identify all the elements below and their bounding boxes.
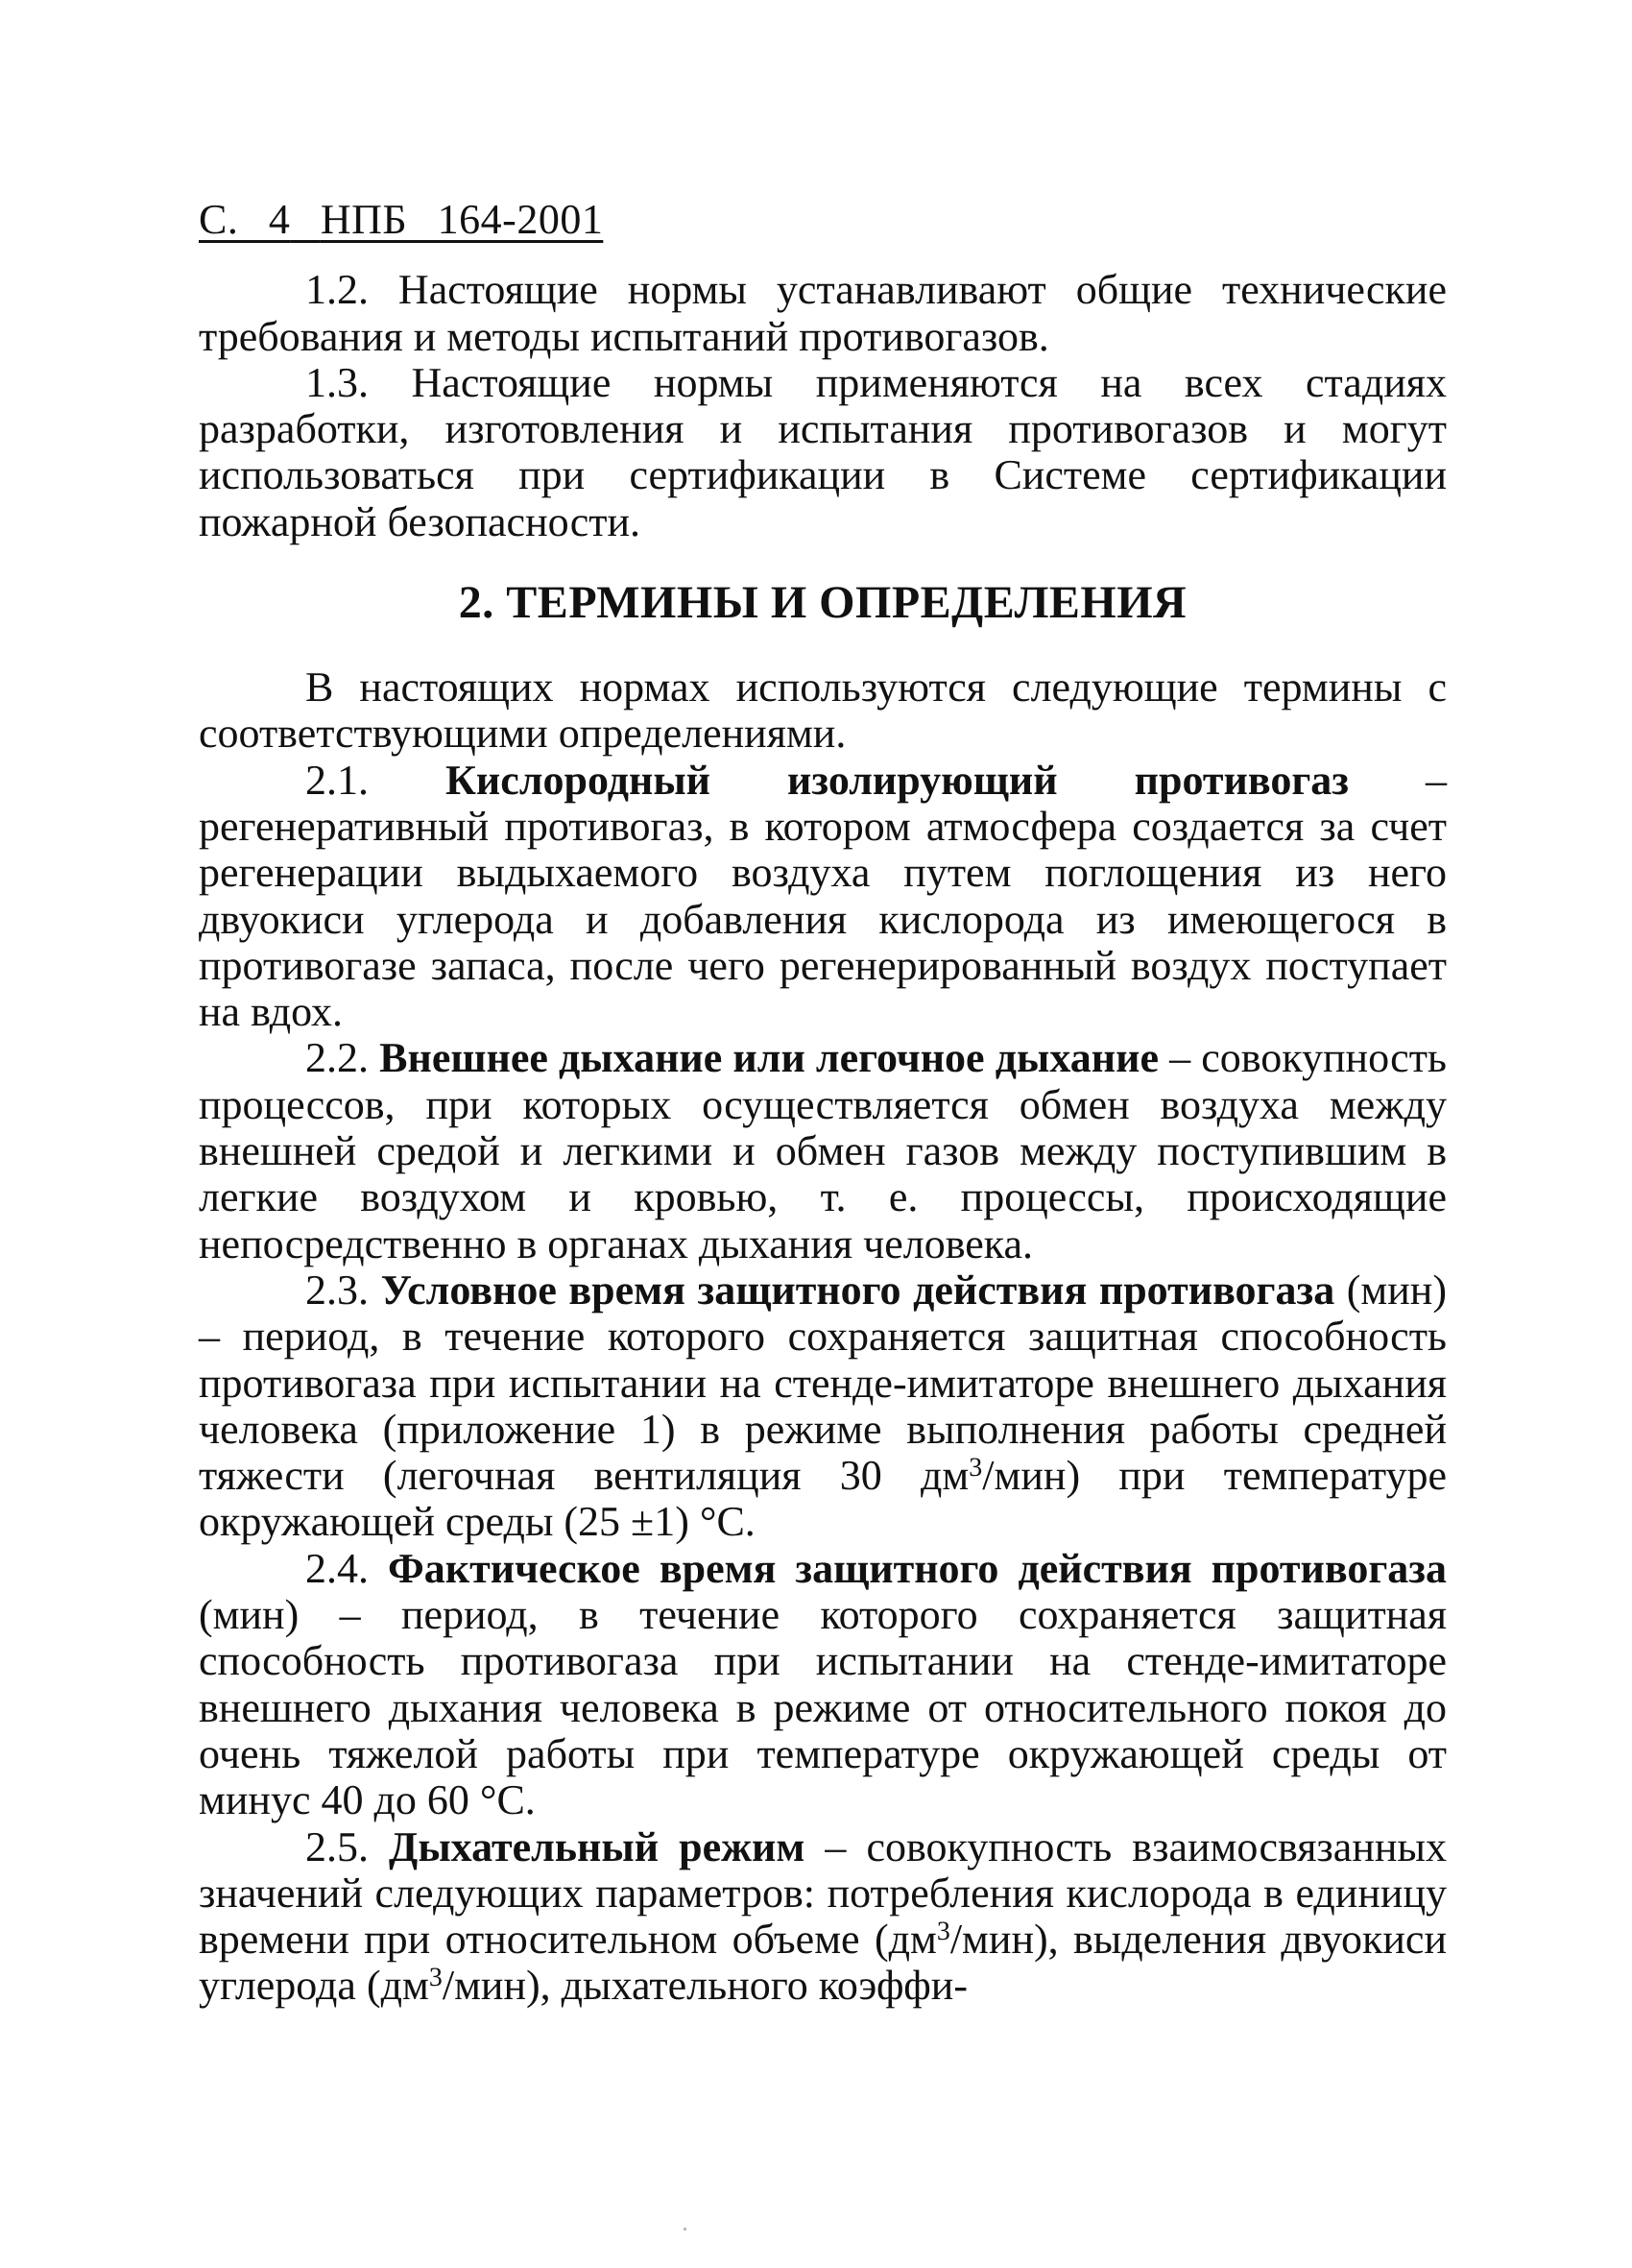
item-number: 2.5. [305, 1822, 369, 1870]
definition-text: (мин) – период, в течение которого сохраняется защитная способность противогаза при испытании на стенде-имитаторе внешнего дыхания человека в режиме от относительного покоя до очень тяжелой работы при температуре окружающей среды от минус 40 до 60 °С. [199, 1591, 1447, 1824]
term: Дыхательный режим [389, 1822, 805, 1870]
term: Условное время защитного действия противогаза [380, 1266, 1335, 1314]
definition-2-5 [199, 1824, 1447, 2010]
term: Фактическое время защитного действия противогаза [388, 1544, 1447, 1592]
definition-text: (мин) – период, в течение которого сохраняется защитная способность противогаза при испытании на стенде-имитаторе внешнего дыхания человека (приложение 1) в режиме выполнения работы средней тяжести (легочная вентиляция 30 дм [199, 1266, 1448, 1500]
running-header [199, 197, 603, 243]
term: Внешнее дыхание или легочное дыхание [379, 1034, 1159, 1082]
section-intro: В настоящих нормах используются следующие термины с соответствующими определениями. [199, 664, 1447, 758]
document-code: НПБ 164-2001 [320, 196, 604, 243]
definition-2-4 [199, 1546, 1447, 1824]
definition-2-3 [199, 1267, 1447, 1546]
definition-2-1 [199, 758, 1447, 1036]
section-heading: 2. ТЕРМИНЫ И ОПРЕДЕЛЕНИЯ [458, 577, 1188, 629]
definition-text: – совокупность взаимосвязанных значений следующих параметров: потребления кислорода в единицу времени при относительном объеме (дм [199, 1822, 1447, 1964]
paragraph-1-2: 1.2. Настоящие нормы устанавливают общие технические требования и методы испытаний противогазов. [199, 266, 1447, 360]
document-page [199, 197, 1447, 2010]
definition-text-continued: /мин) при температуре окружающей среды (25 ±1) °С. [199, 1452, 1447, 1546]
paragraph-1-3: 1.3. Настоящие нормы применяются на всех стадиях разработки, изготовления и испытания противогазов и могут использоваться при сертификации в Системе сертификации пожарной безопасности. [199, 358, 1447, 545]
scan-speck [684, 2228, 686, 2231]
definition-2-2 [199, 1035, 1447, 1267]
definition-text-end: /мин), дыхательного коэффи- [442, 1962, 968, 2010]
item-number: 2.1. [305, 756, 369, 804]
superscript: 3 [428, 1963, 443, 1993]
superscript: 3 [969, 1453, 983, 1484]
page-number: С. 4 [199, 196, 291, 243]
definition-text-continued: /мин), выделения двуокиси углерода (дм [199, 1916, 1447, 2010]
item-number: 2.3. [305, 1266, 369, 1314]
item-number: 2.4. [305, 1544, 369, 1592]
definition-text: – совокупность процессов, при которых осуществляется обмен воздуха между внешней средой и легкими и обмен газов между поступившим в легкие воздухом и кровью, т. е. процессы, происходящие непосредственно в органах дыхания человека. [199, 1034, 1448, 1267]
superscript: 3 [936, 1917, 950, 1947]
item-number: 2.2. [305, 1034, 369, 1082]
definition-text: – регенеративный противогаз, в котором атмосфера создается за счет регенерации выдыхаемого воздуха путем поглощения из него двуокиси углерода и добавления кислорода из имеющегося в противогазе запаса, после чего регенерированный воздух поступает на вдох. [199, 756, 1448, 1036]
term: Кислородный изолирующий противогаз [445, 756, 1349, 804]
